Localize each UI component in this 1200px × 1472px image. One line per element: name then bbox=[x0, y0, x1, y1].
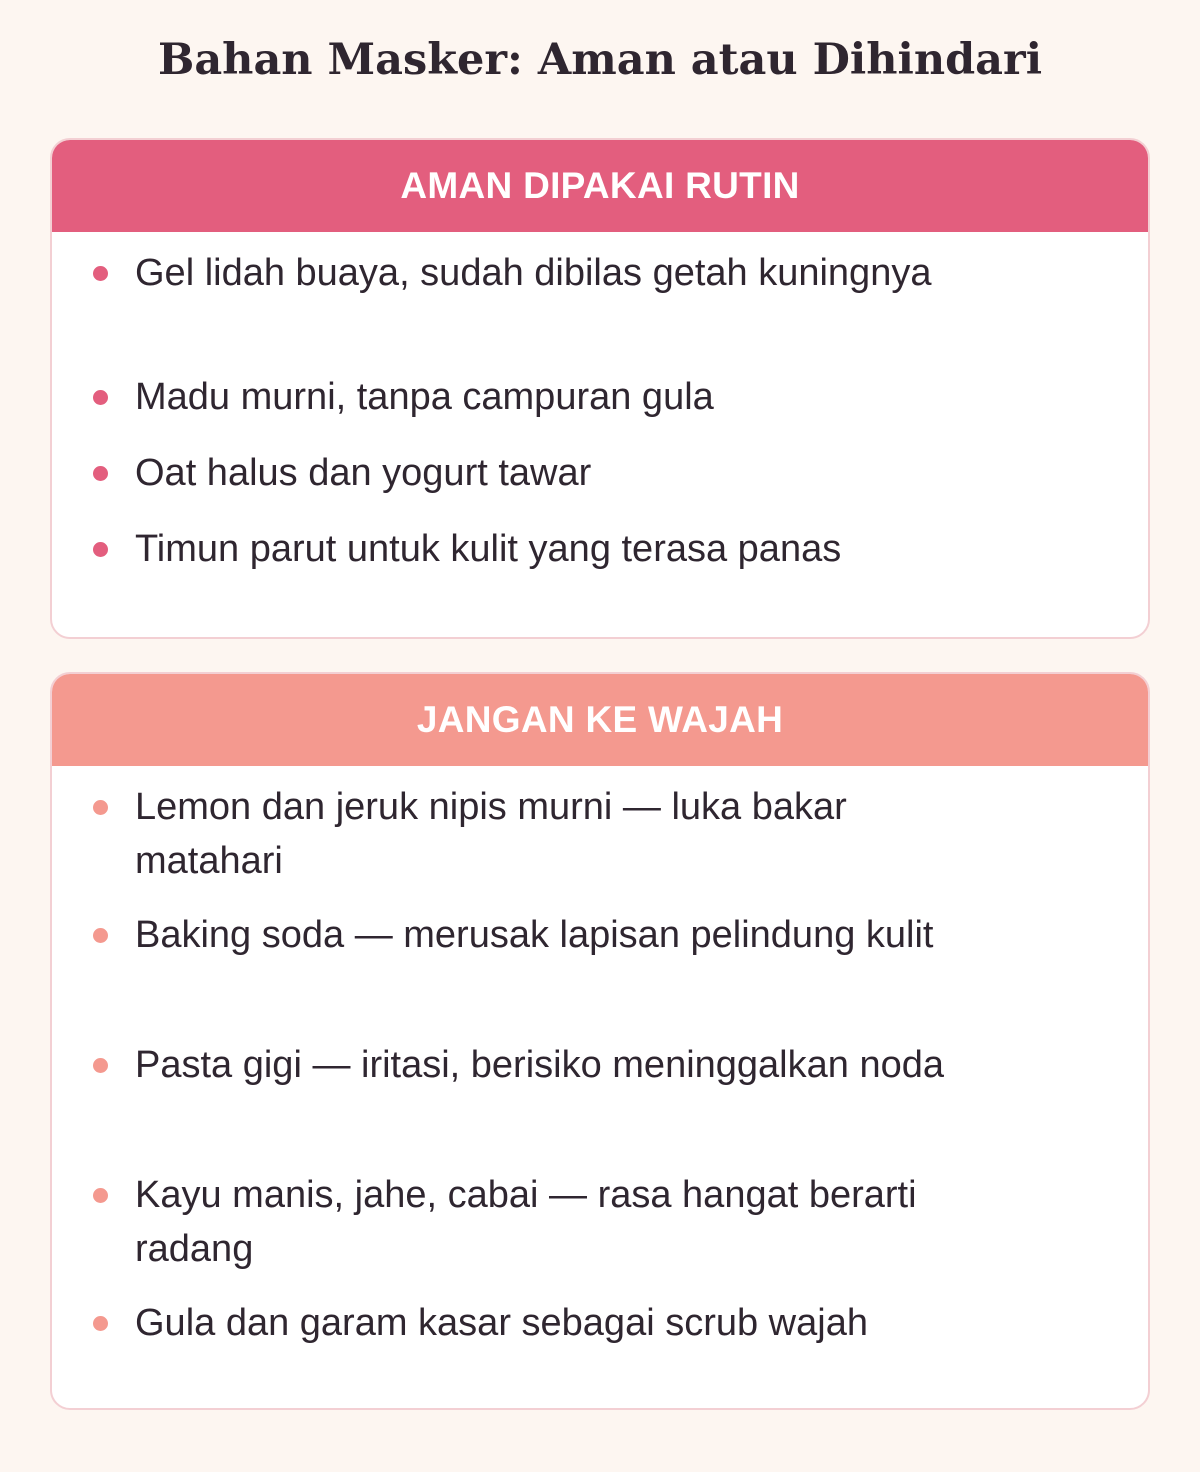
list-item bbox=[135, 370, 975, 424]
avoid-section-heading: JANGAN KE WAJAH bbox=[52, 674, 1148, 766]
safe-ingredients-card bbox=[50, 138, 1150, 639]
list-item bbox=[135, 1296, 975, 1350]
list-item-text: Pasta gigi — iritasi, berisiko meninggalkan noda bbox=[135, 1044, 944, 1086]
bullet-dot-icon bbox=[93, 800, 108, 815]
bullet-dot-icon bbox=[93, 390, 108, 405]
list-item bbox=[135, 1168, 975, 1276]
list-item bbox=[135, 522, 975, 576]
list-item bbox=[135, 1038, 975, 1092]
bullet-dot-icon bbox=[93, 1316, 108, 1331]
list-item-text: Kayu manis, jahe, cabai — rasa hangat berarti radang bbox=[135, 1174, 917, 1270]
safe-section-heading: AMAN DIPAKAI RUTIN bbox=[52, 140, 1148, 232]
avoid-ingredients-card bbox=[50, 672, 1150, 1410]
list-item-text: Oat halus dan yogurt tawar bbox=[135, 452, 592, 494]
bullet-dot-icon bbox=[93, 542, 108, 557]
list-item bbox=[135, 908, 975, 962]
list-item bbox=[135, 780, 975, 888]
list-item-text: Madu murni, tanpa campuran gula bbox=[135, 376, 714, 418]
list-item bbox=[135, 446, 975, 500]
list-item-text: Baking soda — merusak lapisan pelindung kulit bbox=[135, 914, 934, 956]
page-title: Bahan Masker: Aman atau Dihindari bbox=[157, 35, 1043, 85]
list-item bbox=[135, 246, 975, 300]
bullet-dot-icon bbox=[93, 266, 108, 281]
list-item-text: Gula dan garam kasar sebagai scrub wajah bbox=[135, 1302, 868, 1344]
list-item-text: Gel lidah buaya, sudah dibilas getah kuningnya bbox=[135, 252, 932, 294]
bullet-dot-icon bbox=[93, 928, 108, 943]
bullet-dot-icon bbox=[93, 466, 108, 481]
list-item-text: Lemon dan jeruk nipis murni — luka bakar matahari bbox=[135, 786, 847, 882]
bullet-dot-icon bbox=[93, 1188, 108, 1203]
bullet-dot-icon bbox=[93, 1058, 108, 1073]
list-item-text: Timun parut untuk kulit yang terasa panas bbox=[135, 528, 842, 570]
